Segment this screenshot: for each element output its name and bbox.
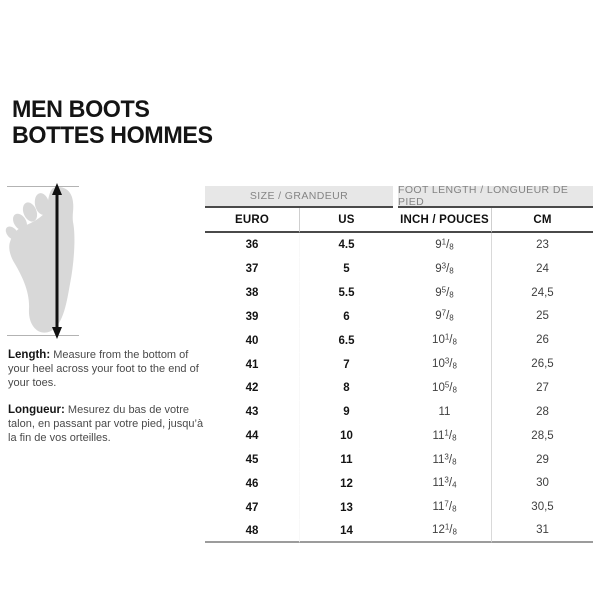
cm-cell: 30 [491, 471, 593, 495]
inch-cell: 11 $^1/_8$ [432, 428, 457, 443]
inch-cell: 10 $^1/_8$ [432, 332, 457, 347]
inch-cell: 9 $^1/_8$ [435, 237, 454, 252]
inch-cell: 11 $^3/_4$ [432, 475, 457, 490]
us-cell: 8 [299, 376, 393, 400]
euro-cell: 41 [205, 352, 299, 376]
column-header-inch: INCH / POUCES [398, 208, 491, 233]
us-cell: 6.5 [299, 328, 393, 352]
us-cell: 10 [299, 424, 393, 448]
us-cell: 14 [299, 519, 393, 543]
inch-cell: 9 $^3/_8$ [435, 261, 454, 276]
inch-cell: 10 $^3/_8$ [432, 356, 457, 371]
cm-cell: 24,5 [491, 281, 593, 305]
us-cell: 4.5 [299, 233, 393, 257]
cm-cell: 24 [491, 257, 593, 281]
cm-cell: 26 [491, 328, 593, 352]
inch-cell: 11 $^3/_8$ [432, 452, 457, 467]
inch-cell: 11 $^7/_8$ [432, 499, 457, 514]
euro-cell: 46 [205, 471, 299, 495]
cm-cell: 31 [491, 519, 593, 543]
us-cell: 11 [299, 448, 393, 472]
column-header-us: US [299, 208, 393, 233]
longueur-text: Mesurez du bas de votre talon, en passant par votre pied, jusqu’à la fin de vos orteilles. [8, 404, 204, 444]
euro-cell: 36 [245, 238, 259, 251]
euro-cell: 42 [205, 376, 299, 400]
us-cell: 9 [299, 400, 393, 424]
title-line-french: BOTTES HOMMES [12, 122, 213, 149]
cm-cell: 27 [491, 376, 593, 400]
page-title [12, 97, 213, 149]
us-cell: 5 [299, 257, 393, 281]
euro-cell: 44 [205, 424, 299, 448]
us-cell: 7 [299, 352, 393, 376]
cm-cell: 30,5 [491, 495, 593, 519]
longueur-instruction [8, 403, 206, 445]
length-text: Measure from the bottom of your heel across your foot to the end of your toes. [8, 349, 199, 389]
column-header-cm: CM [491, 208, 593, 233]
euro-cell: 37 [205, 257, 299, 281]
length-instruction [8, 348, 206, 390]
foot-diagram-svg [2, 176, 108, 344]
euro-cell: 38 [205, 281, 299, 305]
inch-cell: 12 $^1/_8$ [398, 519, 491, 543]
us-cell: 13 [299, 495, 393, 519]
cm-cell: 28 [491, 400, 593, 424]
us-cell: 5.5 [299, 281, 393, 305]
cm-cell: 29 [491, 448, 593, 472]
group-header-foot-length: FOOT LENGTH / LONGUEUR DE PIED [398, 186, 593, 208]
euro-cell: 45 [205, 448, 299, 472]
title-line-english: MEN BOOTS [12, 96, 150, 123]
inch-cell: 10 $^5/_8$ [432, 380, 457, 395]
foot-silhouette [3, 187, 74, 333]
longueur-label: Longueur: [8, 404, 65, 416]
inch-cell: 9 $^5/_8$ [435, 285, 454, 300]
euro-cell: 39 [205, 305, 299, 329]
foot-measurement-diagram [2, 176, 108, 344]
size-table [205, 186, 593, 543]
cm-cell: 25 [491, 305, 593, 329]
column-header-euro: EURO [205, 208, 299, 233]
us-cell: 6 [299, 305, 393, 329]
cm-cell: 28,5 [491, 424, 593, 448]
euro-cell: 47 [205, 495, 299, 519]
euro-cell: 48 [205, 519, 299, 543]
cm-cell: 23 [491, 233, 593, 257]
measurement-instructions [8, 348, 206, 458]
inch-cell: 11 [438, 405, 451, 418]
inch-cell: 9 $^7/_8$ [435, 308, 454, 323]
group-header-size: SIZE / GRANDEUR [205, 186, 393, 208]
euro-cell: 43 [205, 400, 299, 424]
euro-cell: 40 [205, 328, 299, 352]
cm-cell: 26,5 [491, 352, 593, 376]
us-cell: 12 [299, 471, 393, 495]
length-label: Length: [8, 349, 51, 361]
